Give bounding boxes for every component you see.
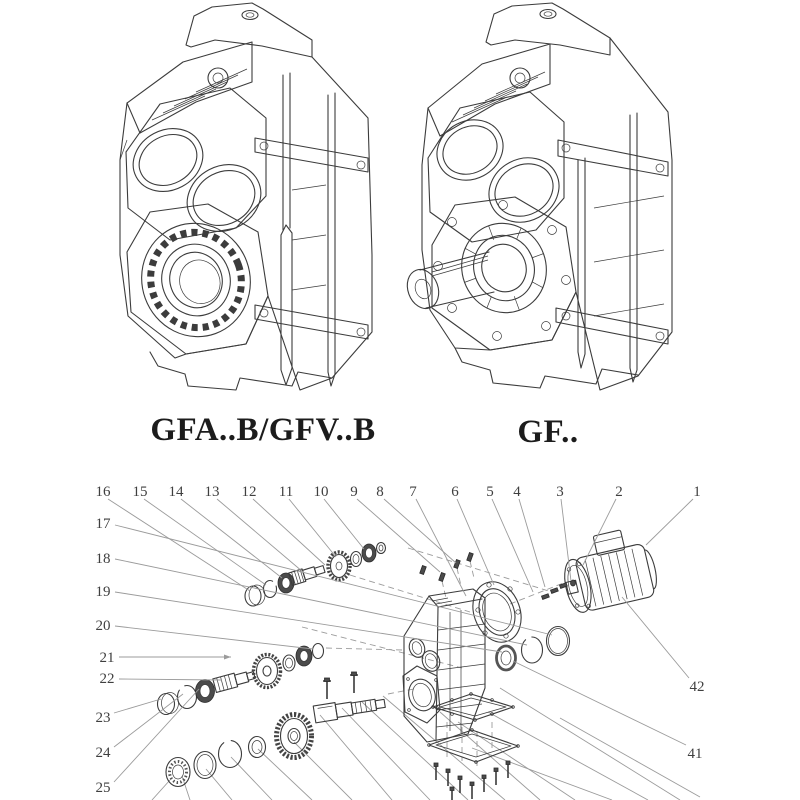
part-number-11: 11 — [278, 484, 294, 500]
part-number-7: 7 — [409, 484, 417, 500]
leader-line-41 — [513, 661, 686, 745]
leader-line-16 — [108, 499, 250, 591]
part-number-42: 42 — [689, 679, 705, 695]
part-number-9: 9 — [350, 484, 358, 500]
part-number-1: 1 — [693, 484, 701, 500]
part-number-2: 2 — [615, 484, 623, 500]
gearbox-drawing-gf — [402, 3, 672, 390]
part-number-25: 25 — [95, 780, 111, 796]
leader-line-1 — [646, 499, 693, 545]
part-number-24: 24 — [95, 745, 111, 761]
leader-line-15 — [144, 499, 266, 585]
exploded-diagram — [96, 484, 705, 800]
part-number-23: 23 — [95, 710, 111, 726]
leader-line-17 — [115, 525, 552, 635]
model-label-gf: GF.. — [517, 414, 579, 450]
input-shaft-assembly — [245, 543, 386, 607]
leader-lines-unlabeled — [152, 688, 700, 800]
part-number-14: 14 — [168, 484, 184, 500]
part-number-17: 17 — [95, 516, 111, 532]
leader-line-4 — [519, 499, 545, 587]
part-number-12: 12 — [241, 484, 257, 500]
part-callouts — [96, 484, 705, 796]
leader-line-8 — [384, 499, 456, 563]
part-number-13: 13 — [204, 484, 220, 500]
leader-line-24 — [114, 694, 183, 747]
cover-and-gasket — [428, 693, 520, 800]
leader-line-11 — [289, 499, 336, 557]
leader-line-23 — [114, 699, 161, 713]
part-number-4: 4 — [513, 484, 521, 500]
part-number-22: 22 — [99, 671, 115, 687]
leader-line-3 — [561, 499, 571, 581]
part-number-20: 20 — [95, 618, 111, 634]
part-number-8: 8 — [376, 484, 384, 500]
part-number-5: 5 — [486, 484, 494, 500]
leader-arrowhead — [224, 655, 231, 660]
leader-line-7 — [416, 499, 466, 596]
gearbox-drawing-gfa — [120, 3, 372, 390]
leader-line-22 — [119, 679, 222, 680]
fasteners — [420, 553, 576, 600]
leader-line-5 — [492, 499, 533, 592]
motor-input-unit — [556, 524, 661, 615]
part-number-19: 19 — [95, 584, 111, 600]
model-label-gfa: GFA..B/GFV..B — [150, 412, 376, 448]
part-number-15: 15 — [132, 484, 148, 500]
leader-line-42 — [622, 597, 689, 678]
hex-bolts — [323, 672, 358, 699]
intermediate-shaft-assembly — [158, 644, 324, 715]
part-number-18: 18 — [95, 551, 111, 567]
part-number-6: 6 — [451, 484, 459, 500]
part-number-16: 16 — [95, 484, 111, 500]
part-number-41: 41 — [687, 746, 703, 762]
leader-line-10 — [324, 499, 364, 549]
leader-line-12 — [253, 499, 325, 565]
leader-line-6 — [457, 499, 494, 585]
part-number-21: 21 — [99, 650, 115, 666]
leader-line-19 — [115, 592, 502, 652]
leader-line-20 — [115, 626, 313, 649]
part-number-3: 3 — [556, 484, 564, 500]
part-number-10: 10 — [313, 484, 329, 500]
